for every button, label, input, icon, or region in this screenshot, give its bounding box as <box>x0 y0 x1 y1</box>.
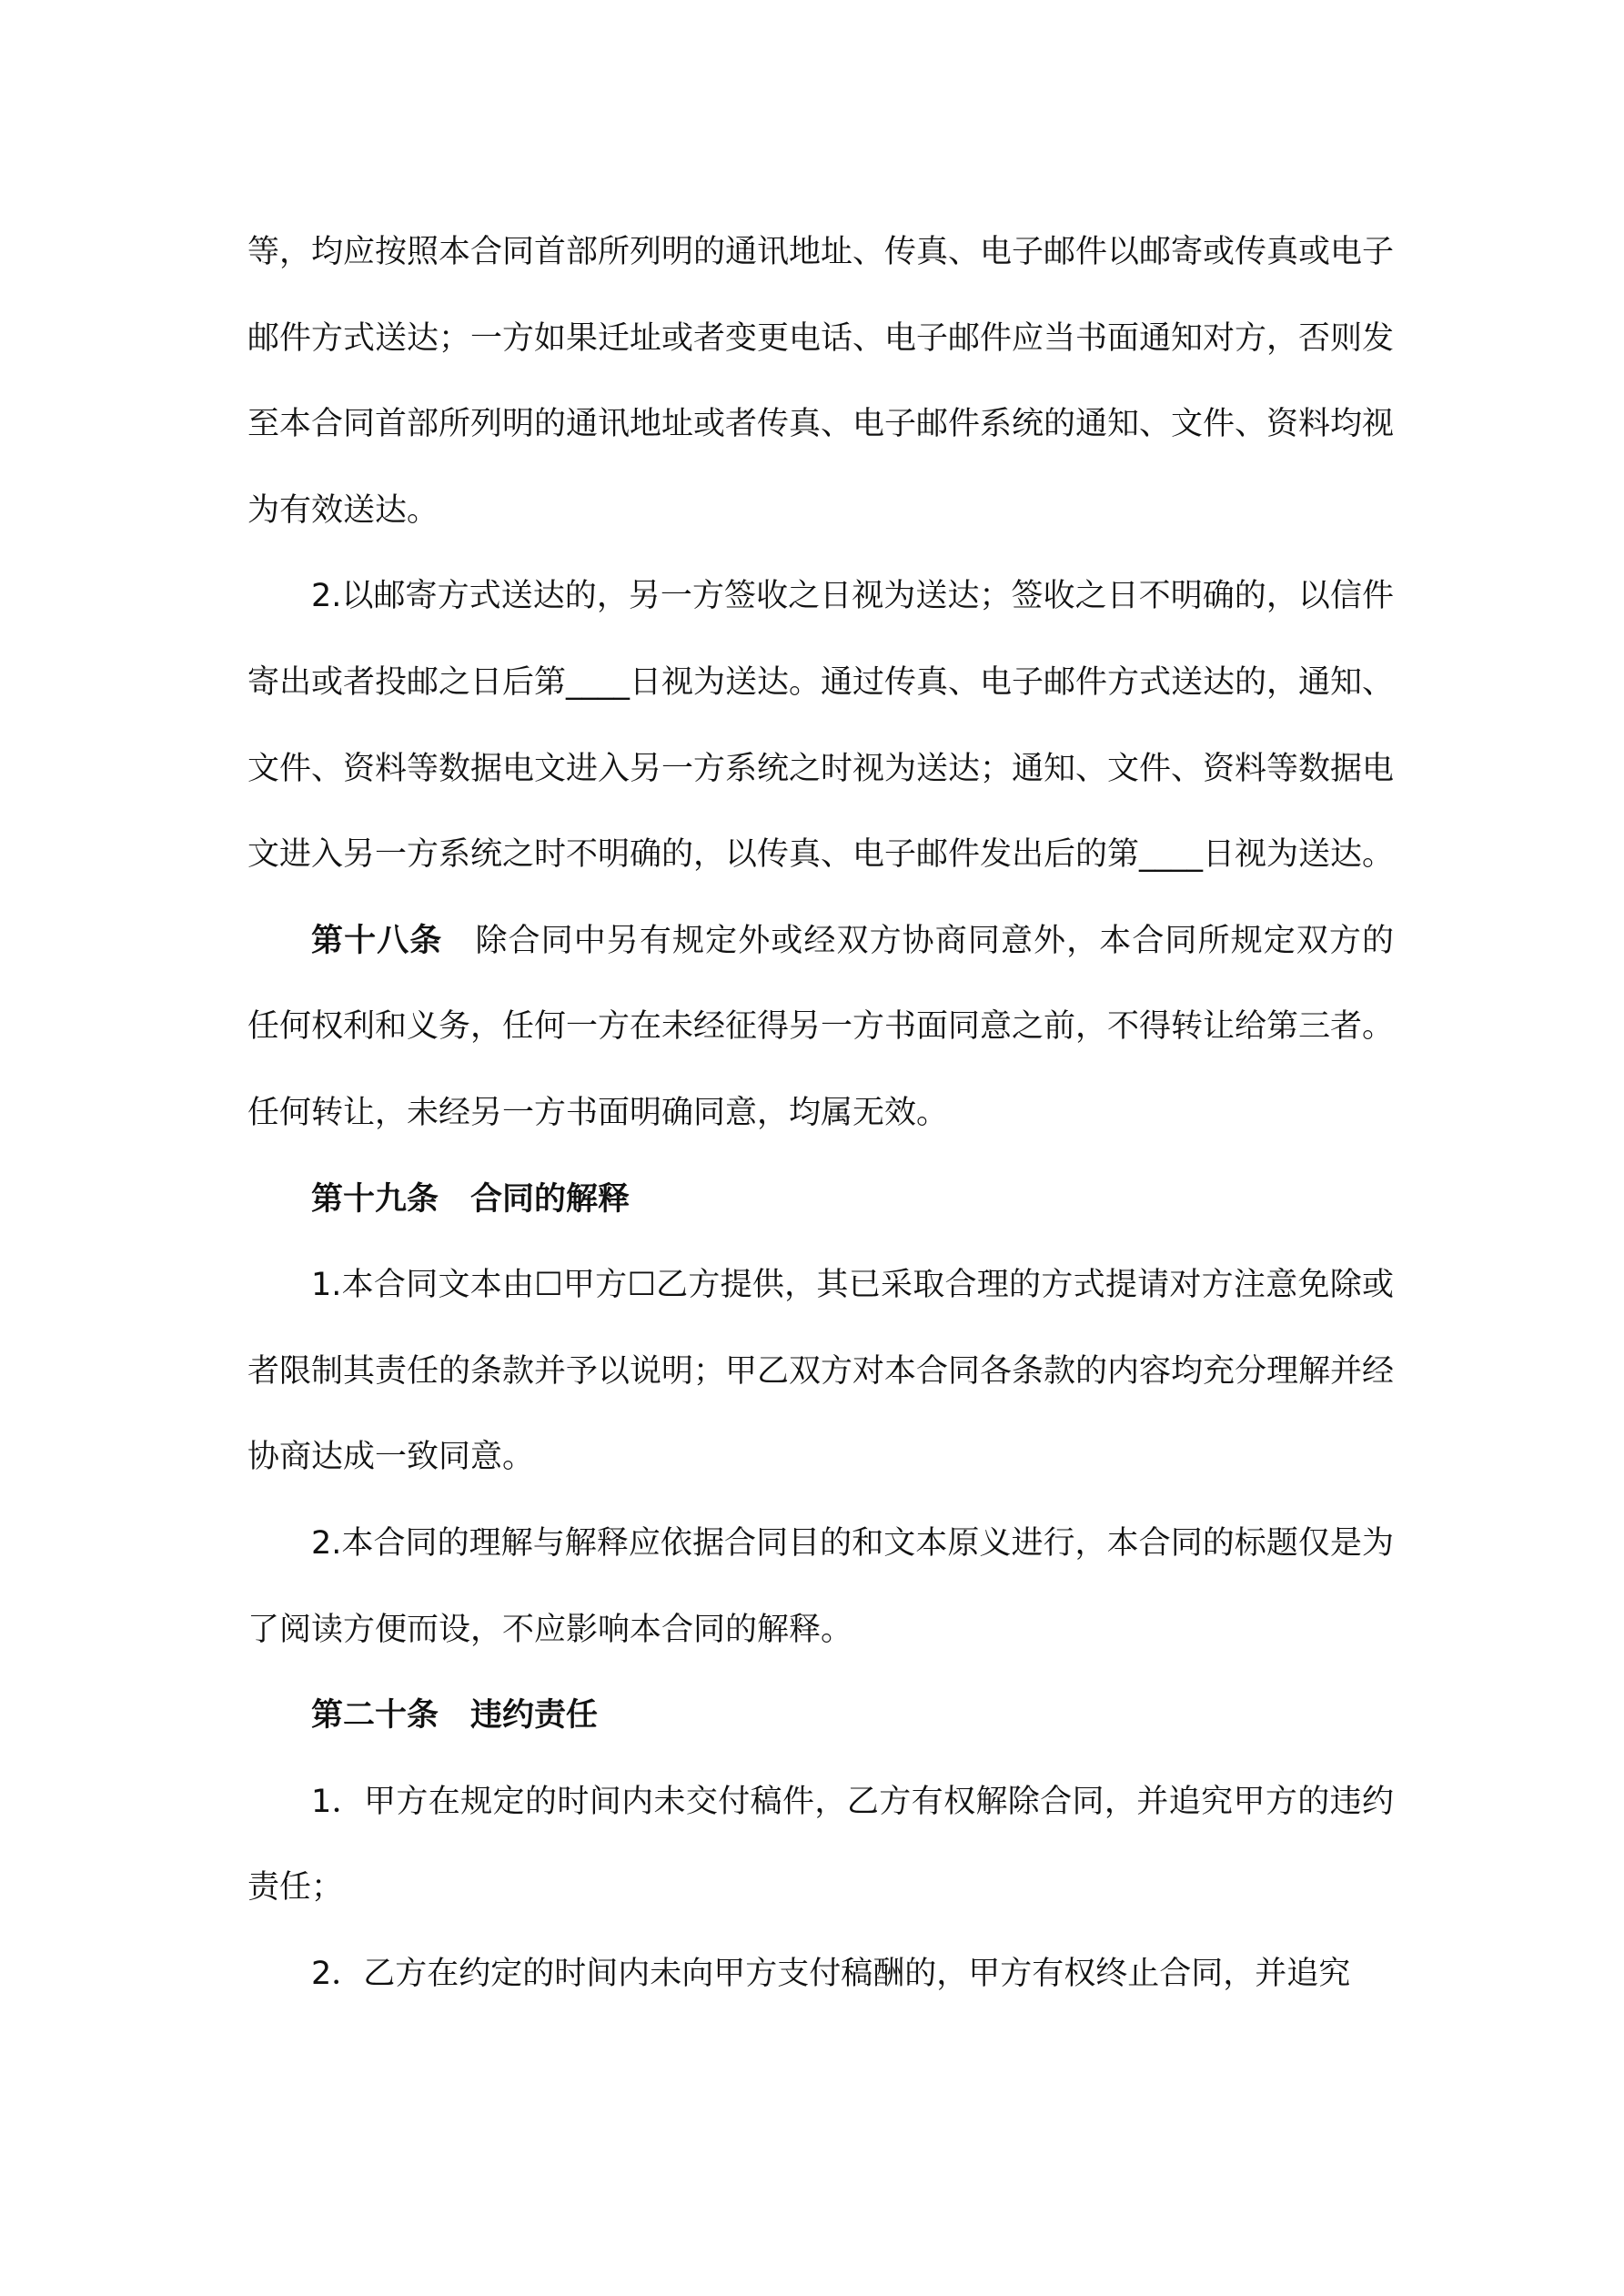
article-18-title: 第十八条 <box>311 922 443 959</box>
paragraph-interpretation: 2.本合同的理解与解释应依据合同目的和文本原义进行，本合同的标题仅是为了阅读方便而设，不应影响本合同的解释。 <box>247 1524 1394 1648</box>
article-18 <box>247 898 1394 1157</box>
article-20-heading <box>247 1673 1394 1759</box>
paragraph-service-address: 等，均应按照本合同首部所列明的通讯地址、传真、电子邮件以邮寄或传真或电子邮件方式送达；一方如果迁址或者变更电话、电子邮件应当书面通知对方，否则发至本合同首部所列明的通讯地址或者传真、电子邮件系统的通知、文件、资料均视为有效送达。 <box>247 234 1395 529</box>
paragraph-breach-party-a: 1．甲方在规定的时间内未交付稿件，乙方有权解除合同，并追究甲方的违约责任； <box>247 1783 1394 1907</box>
paragraph-mail-delivery: 2.以邮寄方式送达的，另一方签收之日视为送达；签收之日不明确的，以信件寄出或者投邮之日后第____日视为送达。通过传真、电子邮件方式送达的，通知、文件、资料等数据电文进入另一方系统之时视为送达；通知、文件、资料等数据电文进入另一方系统之时不明确的，以传真、电子邮件发出后的第____日视为送达。 <box>247 578 1395 874</box>
paragraph-breach-party-b: 2．乙方在约定的时间内未向甲方支付稿酬的，甲方有权终止合同，并追究 <box>311 1955 1351 1992</box>
article-20-title: 第二十条 <box>311 1697 439 1735</box>
paragraph-contract-text-provider: 1.本合同文本由☐甲方☐乙方提供，其已采取合理的方式提请对方注意免除或者限制其责任的条款并予以说明；甲乙双方对本合同各条款的内容均充分理解并经协商达成一致同意。 <box>247 1267 1395 1476</box>
article-19-title: 第十九条 <box>311 1180 439 1218</box>
article-18-text: 除合同中另有规定外或经双方协商同意外，本合同所规定双方的任何权利和义务，任何一方在未经征得另一方书面同意之前，不得转让给第三者。任何转让，未经另一方书面明确同意，均属无效。 <box>247 922 1395 1131</box>
document-page <box>247 209 1394 2017</box>
article-20-heading-text: 违约责任 <box>470 1697 599 1735</box>
article-19-heading-text: 合同的解释 <box>470 1180 630 1218</box>
article-19-heading <box>247 1157 1394 1243</box>
